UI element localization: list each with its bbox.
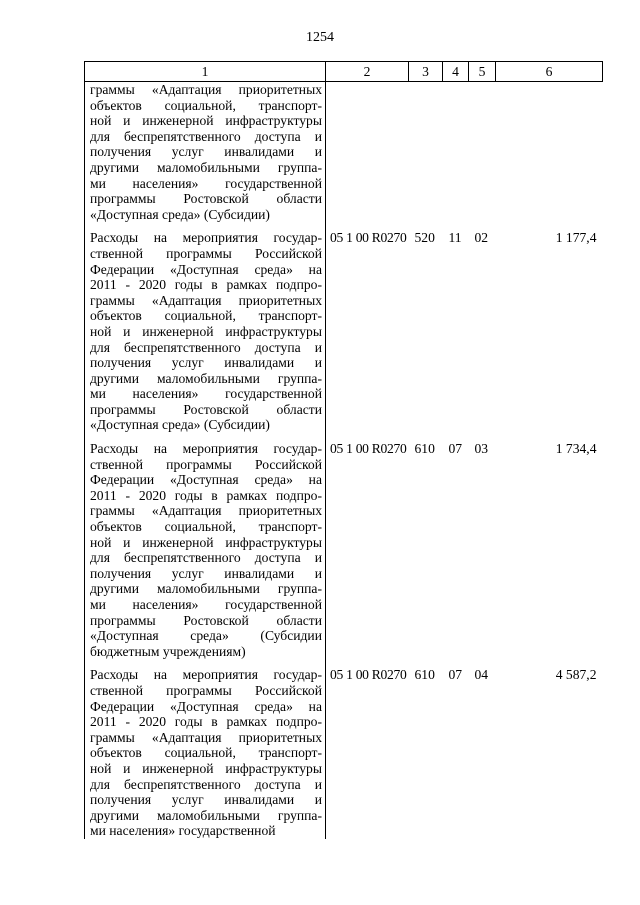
table-header-row (85, 62, 603, 82)
description-line: Расходы на мероприятия государ- (90, 441, 322, 457)
description-line: для беспрепятственного доступа и (90, 128, 322, 144)
description-line: ной и инженерной инфраструктуры (90, 113, 322, 129)
section-code (443, 82, 469, 223)
target-article-code (326, 82, 409, 223)
description-line: 2011 - 2020 годы в рамках подпро- (90, 487, 322, 503)
header-col-2: 2 (326, 62, 409, 82)
description-line: другими маломобильными группа- (90, 370, 322, 386)
description-line: граммы «Адаптация приоритетных (90, 729, 322, 745)
header-col-4: 4 (443, 62, 469, 82)
row-description (85, 82, 326, 223)
description-line: граммы «Адаптация приоритетных (90, 292, 322, 308)
description-line: граммы «Адаптация приоритетных (90, 82, 322, 97)
description-line: 2011 - 2020 годы в рамках подпро- (90, 714, 322, 730)
description-line: получения услуг инвалидами и (90, 792, 322, 808)
row-description (85, 222, 326, 433)
description-line: получения услуг инвалидами и (90, 144, 322, 160)
expense-type-code: 610 (414, 441, 435, 457)
description-line: ной и инженерной инфраструктуры (90, 760, 322, 776)
subsection-code: 04 (474, 667, 489, 683)
description-line: ственной программы Российской (90, 682, 322, 698)
budget-table (84, 61, 603, 839)
description-line: ственной программы Российской (90, 245, 322, 261)
description-line: «Доступная среда» (Субсидии (90, 628, 322, 644)
table-row (85, 433, 603, 659)
table-body (85, 82, 603, 839)
target-article-code: 05 1 00 R0270 (330, 667, 407, 683)
description-line: получения услуг инвалидами и (90, 355, 322, 371)
section-code: 11 (448, 230, 462, 246)
section-code: 07 (448, 667, 463, 683)
description-line: 2011 - 2020 годы в рамках подпро- (90, 277, 322, 293)
amount: 4 587,2 (555, 667, 597, 683)
expense-type-code (409, 82, 443, 223)
header-col-1: 1 (85, 62, 326, 82)
description-line: ной и инженерной инфраструктуры (90, 323, 322, 339)
description-line: «Доступная среда» (Субсидии) (90, 206, 270, 222)
description-line: объектов социальной, транспорт- (90, 519, 322, 535)
description-line: для беспрепятственного доступа и (90, 550, 322, 566)
description-line: Расходы на мероприятия государ- (90, 667, 322, 683)
expense-type-code: 610 (414, 667, 435, 683)
description-line: Федерации «Доступная среда» на (90, 698, 322, 714)
amount: 1 177,4 (555, 230, 597, 246)
description-line: ной и инженерной инфраструктуры (90, 534, 322, 550)
description-line: Расходы на мероприятия государ- (90, 230, 322, 246)
header-col-3: 3 (409, 62, 443, 82)
subsection-code: 03 (474, 441, 489, 457)
description-line: ми населения» государственной (90, 386, 322, 402)
description-line: программы Ростовской области (90, 191, 322, 207)
header-col-5: 5 (469, 62, 496, 82)
description-line: объектов социальной, транспорт- (90, 97, 322, 113)
table-row (85, 659, 603, 839)
description-line: для беспрепятственного доступа и (90, 339, 322, 355)
page-number: 1254 (306, 30, 334, 45)
subsection-code: 02 (474, 230, 489, 246)
subsection-code (469, 82, 496, 223)
description-line: объектов социальной, транспорт- (90, 308, 322, 324)
description-line: ми населения» государственной (90, 175, 322, 191)
description-line: ми населения» государственной (90, 597, 322, 612)
description-line: Федерации «Доступная среда» на (90, 472, 322, 488)
table-row (85, 222, 603, 433)
description-line: объектов социальной, транспорт- (90, 745, 322, 761)
description-line: получения услуг инвалидами и (90, 565, 322, 581)
amount: 1 734,4 (555, 441, 597, 457)
section-code: 07 (448, 441, 463, 457)
description-line: другими маломобильными группа- (90, 159, 322, 175)
header-col-6: 6 (496, 62, 603, 82)
description-line: бюджетным учреждениям) (90, 643, 246, 659)
row-description (85, 659, 326, 839)
target-article-code: 05 1 00 R0270 (330, 230, 407, 246)
table-row (85, 82, 603, 223)
description-line: другими маломобильными группа- (90, 581, 322, 597)
description-line: ми населения» государственной (90, 823, 276, 839)
description-line: программы Ростовской области (90, 401, 322, 417)
description-line: «Доступная среда» (Субсидии) (90, 417, 270, 433)
row-description (85, 433, 326, 659)
description-line: другими маломобильными группа- (90, 807, 322, 823)
amount (496, 82, 603, 223)
description-line: для беспрепятственного доступа и (90, 776, 322, 792)
expense-type-code: 520 (414, 230, 435, 246)
description-line: программы Ростовской области (90, 612, 322, 628)
target-article-code: 05 1 00 R0270 (330, 441, 407, 457)
description-line: граммы «Адаптация приоритетных (90, 503, 322, 519)
description-line: ственной программы Российской (90, 456, 322, 472)
description-line: Федерации «Доступная среда» на (90, 261, 322, 277)
